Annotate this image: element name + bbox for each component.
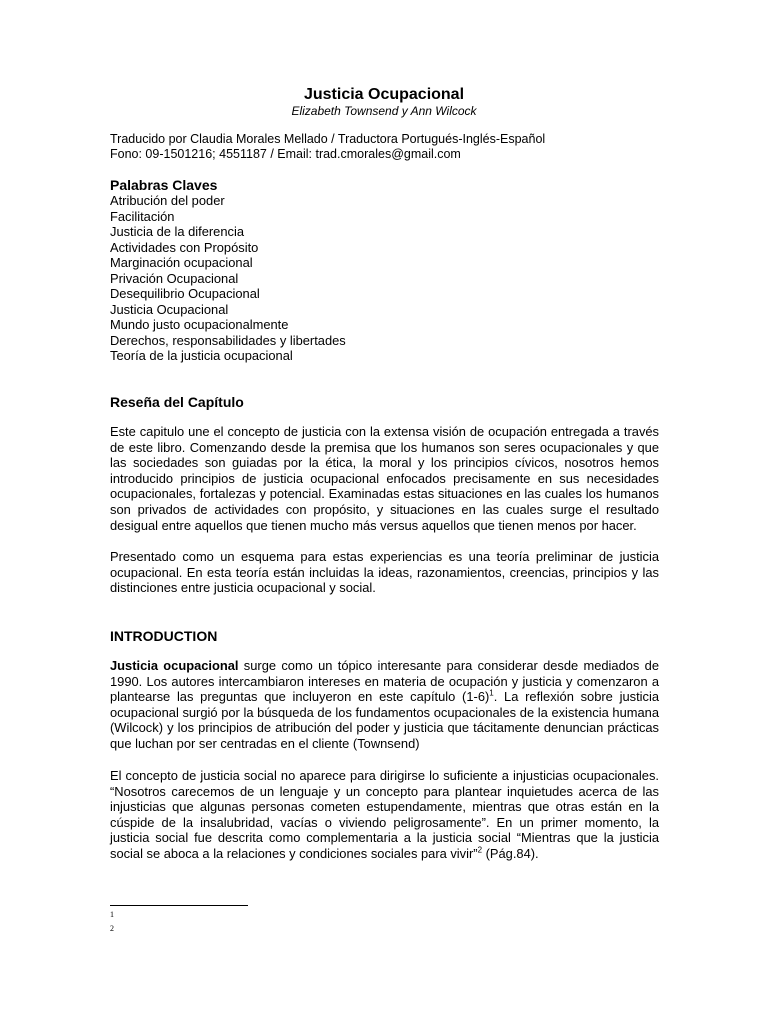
keyword-item: Justicia Ocupacional: [110, 301, 229, 317]
paragraph-text: (Pág.84).: [482, 845, 539, 861]
bold-term: Justicia ocupacional: [110, 658, 239, 673]
overview-paragraph: Este capitulo une el concepto de justicia con la extensa visión de ocupación entregada a través de este libro. Comenzando desde la premisa que los humanos son seres ocupacionales y que las sociedades son guiadas por la ética, la moral y los principios cívicos, nosotros hemos introducido principios de justicia ocupacional enfocados precisamente en sus necesidades ocupacionales, fortalezas y potencial. Examinadas estas situaciones en las cuales los humanos son privados de actividades con propósito, y situaciones en las cuales surge el resultado desigual entre aquellos que tienen mucho más versus aquellos que tienen menos por hacer.: [110, 424, 659, 533]
introduction-paragraph: [110, 658, 659, 752]
keyword-item: Derechos, responsabilidades y libertades: [110, 332, 346, 348]
overview-heading: Reseña del Capítulo: [110, 394, 244, 410]
keyword-item: Marginación ocupacional: [110, 255, 253, 270]
overview-paragraph: Presentado como un esquema para estas experiencias es una teoría preliminar de justicia ocupacional. En esta teoría están incluidas la ideas, razonamientos, creencias, principios y las distinciones entre justicia ocupacional y social.: [110, 549, 659, 596]
keyword-item: Facilitación: [110, 208, 175, 224]
keyword-item: Teoría de la justicia ocupacional: [110, 348, 293, 363]
introduction-heading: INTRODUCTION: [110, 628, 218, 644]
translator-info: [110, 132, 660, 162]
translator-line: Traducido por Claudia Morales Mellado / Traductora Portugués-Inglés-Español: [110, 132, 546, 146]
introduction-paragraph: [110, 768, 659, 862]
paragraph-text: . La reflexión sobre justicia ocupacional surgió por la búsqueda de los fundamentos ocupacionales de la existencia humana (Wilcock) y los principios de atribución del poder y justicia que tácitamente denuncian prácticas que luchan por ser centradas en el cliente (Townsend): [110, 689, 659, 751]
keyword-item: Privación Ocupacional: [110, 270, 239, 286]
keyword-item: Justicia de la diferencia: [110, 224, 244, 239]
keyword-item: Atribución del poder: [110, 193, 225, 208]
keyword-item: Mundo justo ocupacionalmente: [110, 317, 289, 332]
footnote-mark: 1: [110, 910, 114, 919]
paragraph-text: surge como un tópico interesante para considerar desde mediados de 1990. Los autores intercambiaron intereses en materia de ocupación y justicia y comenzaron a plantearse las preguntas que incluyeron en este capítulo (1-6): [110, 658, 659, 705]
footnote-mark: 2: [110, 924, 114, 933]
keywords-heading: Palabras Claves: [110, 177, 218, 193]
keywords-list: [110, 193, 346, 364]
paragraph-text: El concepto de justicia social no aparece para dirigirse lo suficiente a injusticias ocupacionales. “Nosotros carecemos de un lenguaje y un concepto para plantear inquietudes acerca de las injusticias que algunas personas cometen estupendamente, mientras que otras están en la cúspide de la insalubridad, vacías o viviendo peligrosamente”. En un primer momento, la justicia social fue descrita como complementaria a la justicia social “Mientras que la justicia social se aboca a la relaciones y condiciones sociales para vivir”: [110, 768, 659, 861]
document-title: Justicia Ocupacional: [303, 86, 465, 103]
keyword-item: Desequilibrio Ocupacional: [110, 286, 260, 301]
document-authors: Elizabeth Townsend y Ann Wilcock: [291, 104, 477, 118]
footnote-separator: [110, 905, 248, 906]
footnote-ref: 1: [489, 688, 494, 698]
footnote-ref: 2: [477, 845, 483, 855]
contact-line: Fono: 09-1501216; 4551187 / Email: trad.cmorales@gmail.com: [110, 147, 461, 161]
keyword-item: Actividades con Propósito: [110, 239, 259, 255]
